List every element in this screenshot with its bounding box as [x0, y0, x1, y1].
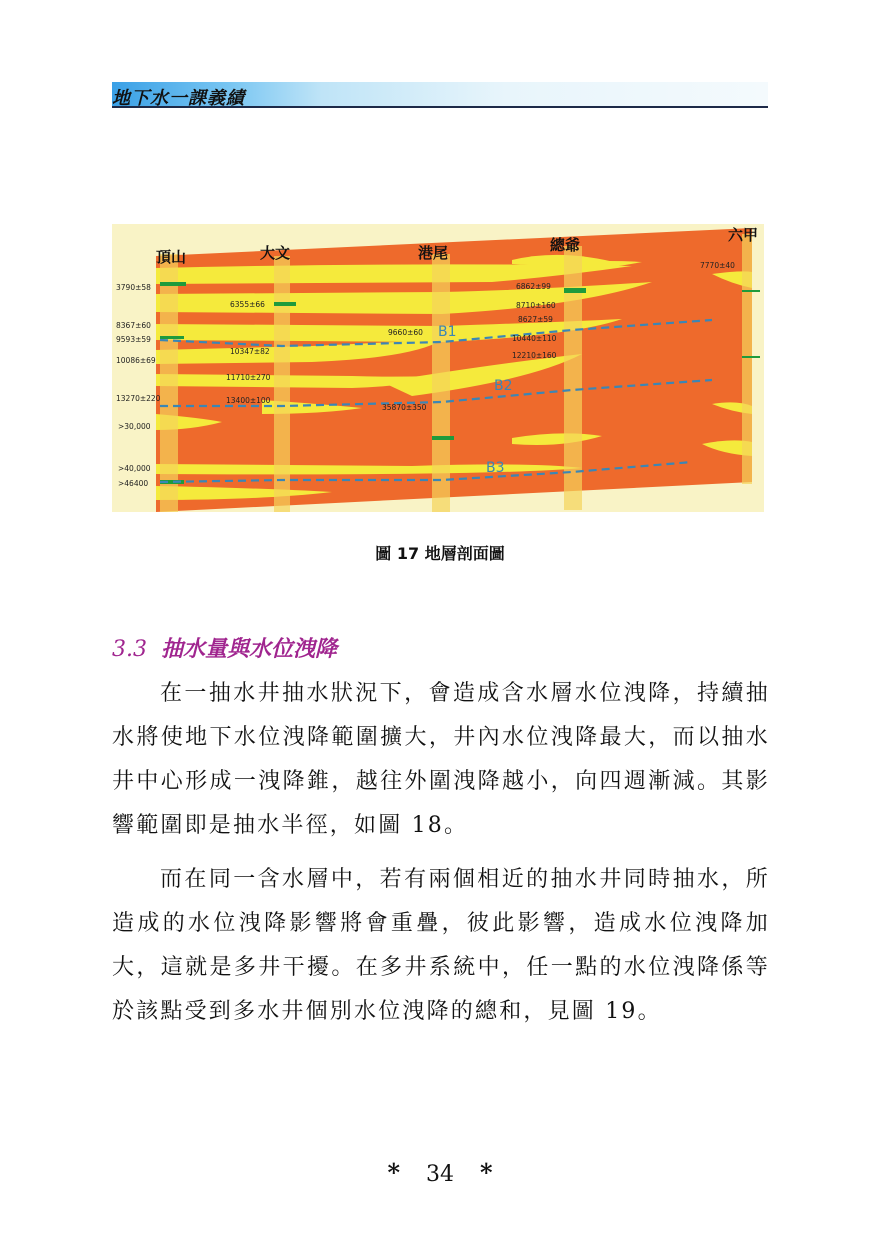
section-number: 3.3	[112, 637, 147, 662]
age-label: 7770±40	[700, 261, 735, 270]
place-name: 頂山	[156, 248, 187, 266]
age-label: 10086±69	[116, 356, 156, 365]
section-heading	[112, 632, 337, 663]
age-label: 6355±66	[230, 300, 265, 309]
age-label: 8710±160	[516, 301, 556, 310]
stratigraphic-section-svg	[112, 224, 764, 512]
body-paragraph: 而在同一含水層中，若有兩個相近的抽水井同時抽水，所造成的水位洩降影響將會重疊，彼此影響，造成水位洩降加大，這就是多井干擾。在多井系統中，任一點的水位洩降係等於該點受到多水井個別水位洩降的總和，見圖 19。	[112, 867, 770, 1024]
age-label: 8367±60	[116, 321, 151, 330]
body-paragraph: 在一抽水井抽水狀況下，會造成含水層水位洩降，持續抽水將使地下水位洩降範圍擴大，井內水位洩降最大，而以抽水井中心形成一洩降錐，越往外圍洩降越小，向四週漸減。其影響範圍即是抽水半徑，如圖 18。	[112, 681, 770, 838]
age-label: >46400	[118, 479, 149, 488]
age-label: 9660±60	[388, 328, 423, 337]
age-label: >40,000	[118, 464, 151, 473]
page-footer	[0, 1158, 880, 1187]
age-label: 9593±59	[116, 335, 151, 344]
footer-star: *	[387, 1158, 400, 1187]
section-title: 抽水量與水位洩降	[161, 637, 338, 662]
stratigraphic-section-figure	[112, 224, 764, 512]
age-label: 11710±270	[226, 373, 271, 382]
age-label: 10347±82	[230, 347, 270, 356]
aquifer-label: B2	[494, 378, 513, 394]
aquifer-label: B3	[486, 460, 505, 476]
age-label: 13270±220	[116, 394, 161, 403]
place-name: 六甲	[728, 226, 759, 244]
footer-star: *	[480, 1158, 493, 1187]
place-name: 港尾	[418, 244, 449, 262]
place-name: 總爺	[550, 236, 581, 254]
running-header-title: 地下水一課義績	[112, 88, 245, 109]
figure-caption: 圖 17 地層剖面圖	[375, 544, 505, 563]
age-label: 10440±110	[512, 334, 557, 343]
age-label: 12210±160	[512, 351, 557, 360]
age-label: >30,000	[118, 422, 151, 431]
age-label: 35870±350	[382, 403, 427, 412]
place-name: 大文	[260, 244, 291, 262]
age-label: 3790±58	[116, 283, 151, 292]
running-header	[112, 82, 768, 108]
age-label: 13400±100	[226, 396, 271, 405]
age-label: 8627±59	[518, 315, 553, 324]
age-label: 6862±99	[516, 282, 551, 291]
aquifer-label: B1	[438, 324, 457, 340]
page-number: 34	[426, 1162, 454, 1187]
